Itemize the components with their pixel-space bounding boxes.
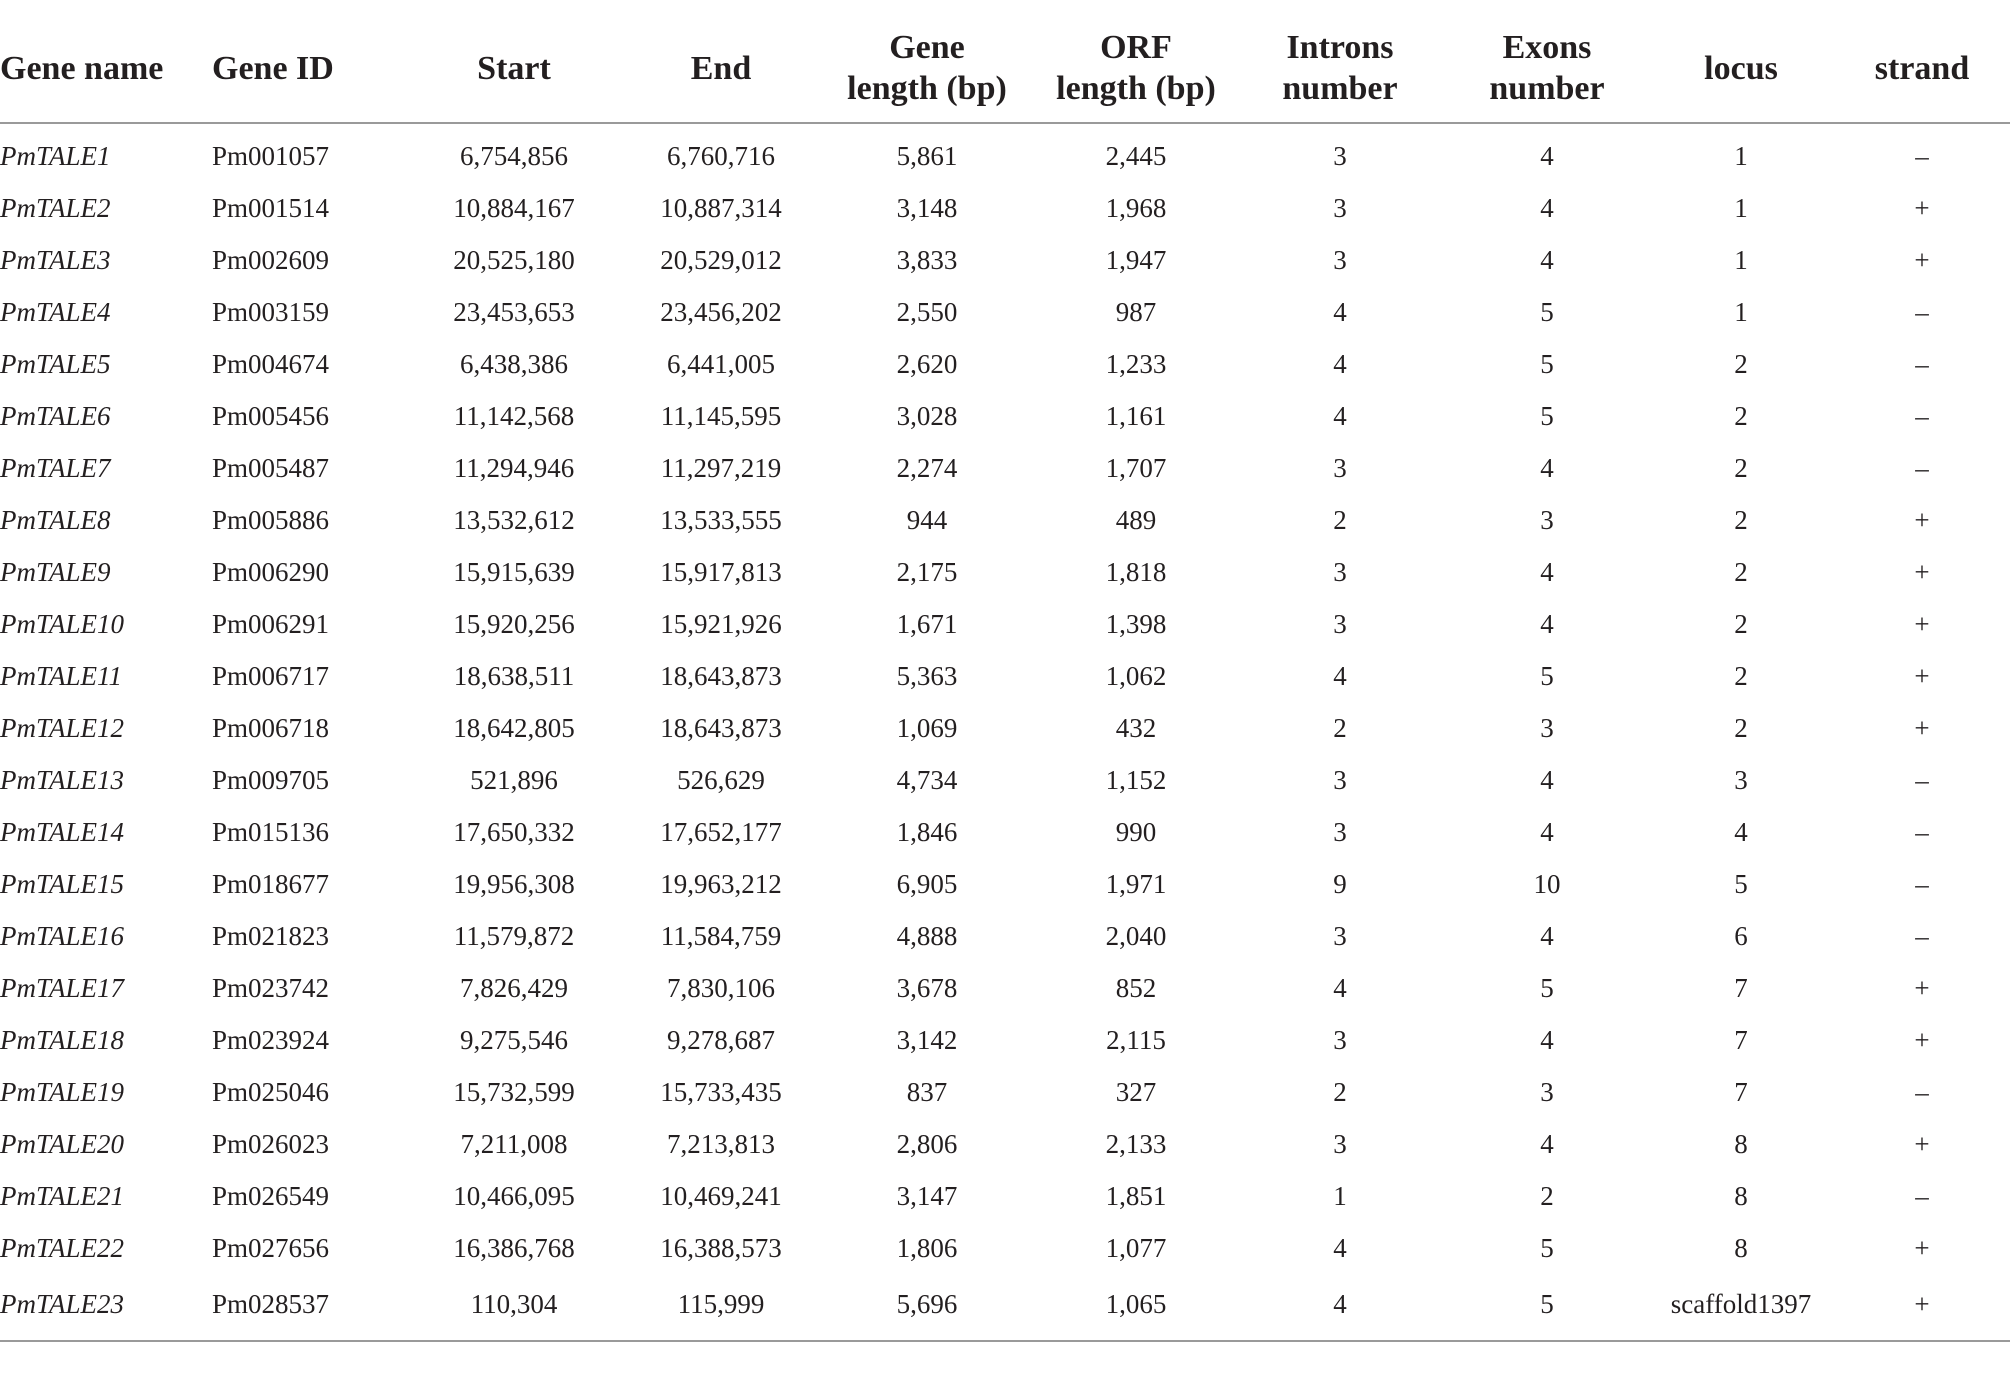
cell-gene-name: PmTALE20 [0, 1128, 125, 1159]
cell-end: 15,733,435 [660, 1076, 782, 1107]
table-row [0, 1066, 2010, 1118]
table-row [0, 1222, 2010, 1274]
table-row [0, 754, 2010, 806]
column-header-label: Gene name [0, 49, 164, 87]
table-row [0, 858, 2010, 910]
cell-exons-number: 5 [1540, 660, 1554, 691]
cell-orf-length: 2,445 [1105, 140, 1167, 171]
cell-locus: 7 [1734, 1076, 1748, 1107]
cell-gene-id: Pm025046 [212, 1076, 330, 1107]
cell-gene-name: PmTALE10 [0, 608, 125, 639]
cell-gene-length: 5,363 [896, 660, 958, 691]
cell-strand: + [1834, 1274, 2010, 1341]
cell-locus: 8 [1734, 1180, 1748, 1211]
cell-gene-id: Pm023924 [212, 1024, 330, 1055]
column-header-orf-length [1038, 14, 1234, 123]
cell-start: 16,386,768 [453, 1232, 575, 1263]
table-row [0, 338, 2010, 390]
cell-gene-length: 1,069 [896, 712, 958, 743]
cell-strand: – [1915, 1076, 1929, 1107]
column-header-label: Gene [889, 29, 965, 66]
cell-orf-length: 1,065 [1038, 1274, 1234, 1341]
cell-orf-length: 990 [1115, 816, 1157, 847]
table-header [0, 14, 2010, 123]
cell-start: 11,294,946 [453, 452, 575, 483]
cell-strand: – [1915, 296, 1929, 327]
cell-start: 19,956,308 [453, 868, 575, 899]
cell-locus: 1 [1734, 244, 1748, 275]
cell-end: 6,441,005 [667, 348, 775, 379]
cell-orf-length: 987 [1115, 296, 1157, 327]
table-row [0, 702, 2010, 754]
cell-introns-number: 3 [1333, 556, 1347, 587]
cell-end: 11,584,759 [660, 920, 782, 951]
table-body [0, 123, 2010, 1341]
cell-gene-length: 3,833 [896, 244, 958, 275]
column-header-label: locus [1704, 49, 1778, 87]
cell-gene-name: PmTALE8 [0, 504, 111, 535]
cell-strand: – [1915, 920, 1929, 951]
cell-gene-id: Pm005456 [212, 400, 330, 431]
cell-introns-number: 3 [1333, 244, 1347, 275]
cell-gene-id: Pm006291 [212, 608, 330, 639]
cell-introns-number: 4 [1234, 1274, 1446, 1341]
table-row [0, 494, 2010, 546]
cell-gene-id: Pm026023 [212, 1128, 330, 1159]
cell-end: 20,529,012 [660, 244, 782, 275]
column-header-gene-name [0, 14, 212, 123]
cell-introns-number: 3 [1333, 920, 1347, 951]
cell-gene-id: Pm015136 [212, 816, 330, 847]
cell-strand: + [1914, 1232, 1930, 1263]
cell-strand: – [1915, 764, 1929, 795]
cell-orf-length: 1,161 [1105, 400, 1167, 431]
table-row [0, 1274, 2010, 1341]
cell-exons-number: 4 [1540, 140, 1554, 171]
cell-orf-length: 1,152 [1105, 764, 1167, 795]
cell-strand: + [1914, 712, 1930, 743]
column-header-label: Exons [1502, 29, 1592, 66]
cell-strand: – [1915, 816, 1929, 847]
cell-gene-name: PmTALE9 [0, 556, 111, 587]
cell-gene-name: PmTALE4 [0, 296, 111, 327]
column-header-label: Gene ID [212, 49, 334, 87]
cell-end: 15,921,926 [660, 608, 782, 639]
cell-exons-number: 4 [1540, 556, 1554, 587]
cell-introns-number: 4 [1333, 348, 1347, 379]
cell-strand: + [1914, 244, 1930, 275]
cell-exons-number: 5 [1540, 400, 1554, 431]
cell-gene-name: PmTALE15 [0, 868, 125, 899]
cell-strand: + [1914, 1024, 1930, 1055]
cell-orf-length: 1,968 [1105, 192, 1167, 223]
table-row [0, 806, 2010, 858]
cell-locus: 2 [1734, 712, 1748, 743]
header-row [0, 14, 2010, 123]
cell-start: 20,525,180 [453, 244, 575, 275]
cell-end: 7,213,813 [667, 1128, 775, 1159]
cell-orf-length: 1,971 [1105, 868, 1167, 899]
cell-start: 17,650,332 [453, 816, 575, 847]
cell-exons-number: 5 [1540, 348, 1554, 379]
cell-gene-id: Pm018677 [212, 868, 330, 899]
cell-locus: 1 [1734, 192, 1748, 223]
cell-introns-number: 4 [1333, 1232, 1347, 1263]
cell-gene-name: PmTALE16 [0, 920, 125, 951]
cell-gene-id: Pm001514 [212, 192, 330, 223]
cell-exons-number: 5 [1540, 972, 1554, 1003]
cell-exons-number: 4 [1540, 816, 1554, 847]
cell-gene-id: Pm005886 [212, 504, 330, 535]
table-row [0, 286, 2010, 338]
cell-locus: scaffold1397 [1648, 1274, 1834, 1341]
cell-orf-length: 1,398 [1105, 608, 1167, 639]
cell-gene-length: 6,905 [896, 868, 958, 899]
cell-gene-length: 2,550 [896, 296, 958, 327]
cell-start: 521,896 [470, 764, 558, 795]
cell-gene-name: PmTALE11 [0, 660, 123, 691]
cell-gene-length: 837 [906, 1076, 948, 1107]
cell-orf-length: 1,077 [1105, 1232, 1167, 1263]
table-row [0, 123, 2010, 182]
cell-locus: 7 [1734, 972, 1748, 1003]
cell-orf-length: 2,040 [1105, 920, 1167, 951]
cell-orf-length: 489 [1115, 504, 1157, 535]
cell-start: 7,211,008 [460, 1128, 568, 1159]
cell-gene-length: 3,147 [896, 1180, 958, 1211]
cell-orf-length: 1,233 [1105, 348, 1167, 379]
cell-gene-id: Pm006290 [212, 556, 330, 587]
cell-end: 13,533,555 [660, 504, 782, 535]
cell-end: 10,887,314 [660, 192, 782, 223]
cell-exons-number: 5 [1446, 1274, 1648, 1341]
cell-start: 10,884,167 [453, 192, 575, 223]
table-row [0, 650, 2010, 702]
cell-start: 18,638,511 [453, 660, 575, 691]
cell-orf-length: 1,062 [1105, 660, 1167, 691]
cell-orf-length: 432 [1115, 712, 1157, 743]
cell-start: 11,579,872 [453, 920, 575, 951]
column-header-gene-id [212, 14, 402, 123]
cell-end: 17,652,177 [660, 816, 782, 847]
cell-introns-number: 4 [1333, 296, 1347, 327]
cell-end: 115,999 [626, 1274, 816, 1341]
cell-gene-length: 2,620 [896, 348, 958, 379]
table-row [0, 1118, 2010, 1170]
cell-gene-length: 4,734 [896, 764, 958, 795]
cell-start: 15,732,599 [453, 1076, 575, 1107]
cell-locus: 2 [1734, 348, 1748, 379]
cell-gene-length: 1,806 [896, 1232, 958, 1263]
cell-start: 13,532,612 [453, 504, 575, 535]
cell-orf-length: 2,133 [1105, 1128, 1167, 1159]
cell-end: 7,830,106 [667, 972, 775, 1003]
cell-exons-number: 3 [1540, 712, 1554, 743]
cell-introns-number: 4 [1333, 400, 1347, 431]
cell-locus: 3 [1734, 764, 1748, 795]
cell-gene-id: Pm005487 [212, 452, 330, 483]
cell-start: 6,754,856 [460, 140, 568, 171]
cell-start: 11,142,568 [453, 400, 575, 431]
table-row [0, 546, 2010, 598]
column-header-strand [1834, 14, 2010, 123]
cell-orf-length: 2,115 [1106, 1024, 1166, 1055]
column-header-label: End [690, 49, 752, 87]
cell-gene-name: PmTALE3 [0, 244, 111, 275]
cell-gene-name: PmTALE21 [0, 1180, 125, 1211]
cell-gene-length: 3,028 [896, 400, 958, 431]
cell-gene-length: 3,678 [896, 972, 958, 1003]
cell-introns-number: 3 [1333, 192, 1347, 223]
cell-introns-number: 3 [1333, 140, 1347, 171]
table-row [0, 1014, 2010, 1066]
column-header-label: strand [1874, 49, 1970, 87]
cell-gene-id: Pm006717 [212, 660, 330, 691]
cell-orf-length: 1,818 [1105, 556, 1167, 587]
cell-exons-number: 4 [1540, 608, 1554, 639]
cell-strand: + [1914, 608, 1930, 639]
cell-gene-name: PmTALE17 [0, 972, 125, 1003]
cell-gene-id: Pm027656 [212, 1232, 330, 1263]
cell-locus: 6 [1734, 920, 1748, 951]
cell-locus: 2 [1734, 504, 1748, 535]
cell-gene-length: 2,806 [896, 1128, 958, 1159]
cell-gene-id: Pm004674 [212, 348, 330, 379]
cell-gene-name: PmTALE6 [0, 400, 111, 431]
cell-end: 18,643,873 [660, 660, 782, 691]
cell-introns-number: 4 [1333, 972, 1347, 1003]
cell-gene-id: Pm001057 [212, 140, 330, 171]
cell-gene-id: Pm003159 [212, 296, 330, 327]
cell-end: 10,469,241 [660, 1180, 782, 1211]
cell-exons-number: 3 [1540, 1076, 1554, 1107]
cell-gene-name: PmTALE23 [0, 1274, 212, 1341]
cell-strand: + [1914, 1128, 1930, 1159]
column-header-label: ORF [1100, 29, 1172, 66]
column-header-exons-number [1446, 14, 1648, 123]
cell-gene-id: Pm002609 [212, 244, 330, 275]
cell-end: 16,388,573 [660, 1232, 782, 1263]
cell-strand: + [1914, 556, 1930, 587]
column-header-label: length (bp) [847, 70, 1007, 107]
cell-gene-name: PmTALE12 [0, 712, 125, 743]
cell-gene-name: PmTALE22 [0, 1232, 125, 1263]
cell-orf-length: 1,707 [1105, 452, 1167, 483]
cell-orf-length: 852 [1115, 972, 1157, 1003]
cell-locus: 1 [1734, 296, 1748, 327]
table-row [0, 390, 2010, 442]
column-header-label: Introns [1286, 29, 1394, 66]
cell-exons-number: 3 [1540, 504, 1554, 535]
cell-introns-number: 2 [1333, 504, 1347, 535]
cell-locus: 4 [1734, 816, 1748, 847]
cell-gene-length: 1,846 [896, 816, 958, 847]
cell-locus: 8 [1734, 1128, 1748, 1159]
cell-end: 19,963,212 [660, 868, 782, 899]
cell-end: 526,629 [677, 764, 765, 795]
cell-start: 18,642,805 [453, 712, 575, 743]
cell-gene-id: Pm006718 [212, 712, 330, 743]
cell-gene-name: PmTALE18 [0, 1024, 125, 1055]
cell-strand: – [1915, 348, 1929, 379]
cell-strand: + [1914, 192, 1930, 223]
cell-locus: 2 [1734, 400, 1748, 431]
gene-table [0, 14, 2010, 1342]
cell-start: 6,438,386 [460, 348, 568, 379]
cell-strand: – [1915, 1180, 1929, 1211]
cell-introns-number: 3 [1333, 1128, 1347, 1159]
cell-gene-name: PmTALE13 [0, 764, 125, 795]
cell-orf-length: 1,851 [1105, 1180, 1167, 1211]
table-row [0, 442, 2010, 494]
cell-exons-number: 4 [1540, 192, 1554, 223]
cell-end: 9,278,687 [667, 1024, 775, 1055]
cell-locus: 8 [1734, 1232, 1748, 1263]
table-row [0, 598, 2010, 650]
cell-exons-number: 4 [1540, 244, 1554, 275]
cell-exons-number: 4 [1540, 764, 1554, 795]
cell-gene-length: 2,175 [896, 556, 958, 587]
cell-gene-id: Pm028537 [212, 1274, 402, 1341]
cell-gene-id: Pm021823 [212, 920, 330, 951]
column-header-label: length (bp) [1056, 70, 1216, 107]
cell-gene-length: 2,274 [896, 452, 958, 483]
cell-introns-number: 3 [1333, 452, 1347, 483]
column-header-label: number [1282, 70, 1398, 107]
cell-start: 10,466,095 [453, 1180, 575, 1211]
cell-start: 15,920,256 [453, 608, 575, 639]
cell-introns-number: 2 [1333, 712, 1347, 743]
column-header-end [626, 14, 816, 123]
cell-strand: + [1914, 972, 1930, 1003]
cell-orf-length: 327 [1115, 1076, 1157, 1107]
cell-introns-number: 9 [1333, 868, 1347, 899]
cell-introns-number: 3 [1333, 1024, 1347, 1055]
table-row [0, 910, 2010, 962]
cell-orf-length: 1,947 [1105, 244, 1167, 275]
cell-gene-name: PmTALE7 [0, 452, 111, 483]
cell-exons-number: 4 [1540, 1024, 1554, 1055]
column-header-start [402, 14, 626, 123]
cell-end: 15,917,813 [660, 556, 782, 587]
column-header-label: Start [477, 49, 551, 87]
cell-introns-number: 1 [1333, 1180, 1347, 1211]
cell-end: 11,145,595 [660, 400, 782, 431]
cell-introns-number: 3 [1333, 764, 1347, 795]
cell-gene-id: Pm023742 [212, 972, 330, 1003]
table-row [0, 182, 2010, 234]
cell-gene-name: PmTALE14 [0, 816, 125, 847]
cell-introns-number: 3 [1333, 816, 1347, 847]
cell-introns-number: 2 [1333, 1076, 1347, 1107]
cell-introns-number: 3 [1333, 608, 1347, 639]
cell-start: 23,453,653 [453, 296, 575, 327]
table-row [0, 962, 2010, 1014]
cell-locus: 2 [1734, 608, 1748, 639]
cell-gene-length: 4,888 [896, 920, 958, 951]
cell-exons-number: 2 [1540, 1180, 1554, 1211]
cell-gene-length: 3,148 [896, 192, 958, 223]
cell-exons-number: 5 [1540, 296, 1554, 327]
cell-gene-length: 1,671 [896, 608, 958, 639]
cell-exons-number: 10 [1533, 868, 1561, 899]
cell-end: 23,456,202 [660, 296, 782, 327]
cell-gene-id: Pm026549 [212, 1180, 330, 1211]
cell-end: 18,643,873 [660, 712, 782, 743]
column-header-introns-number [1234, 14, 1446, 123]
cell-start: 110,304 [402, 1274, 626, 1341]
table-row [0, 1170, 2010, 1222]
cell-locus: 2 [1734, 660, 1748, 691]
column-header-gene-length [816, 14, 1038, 123]
cell-end: 6,760,716 [667, 140, 775, 171]
cell-strand: – [1915, 452, 1929, 483]
cell-gene-length: 944 [906, 504, 948, 535]
cell-strand: + [1914, 504, 1930, 535]
cell-locus: 5 [1734, 868, 1748, 899]
cell-locus: 1 [1734, 140, 1748, 171]
cell-exons-number: 4 [1540, 452, 1554, 483]
cell-gene-length: 3,142 [896, 1024, 958, 1055]
cell-gene-id: Pm009705 [212, 764, 330, 795]
column-header-locus [1648, 14, 1834, 123]
cell-strand: + [1914, 660, 1930, 691]
cell-strand: – [1915, 400, 1929, 431]
cell-exons-number: 4 [1540, 1128, 1554, 1159]
cell-locus: 2 [1734, 556, 1748, 587]
cell-locus: 7 [1734, 1024, 1748, 1055]
cell-start: 7,826,429 [460, 972, 568, 1003]
cell-exons-number: 4 [1540, 920, 1554, 951]
cell-gene-length: 5,861 [896, 140, 958, 171]
cell-strand: – [1915, 140, 1929, 171]
cell-end: 11,297,219 [660, 452, 782, 483]
cell-gene-name: PmTALE1 [0, 140, 111, 171]
cell-gene-name: PmTALE5 [0, 348, 111, 379]
column-header-label: number [1489, 70, 1605, 107]
cell-start: 9,275,546 [460, 1024, 568, 1055]
cell-locus: 2 [1734, 452, 1748, 483]
cell-gene-name: PmTALE2 [0, 192, 111, 223]
cell-gene-length: 5,696 [816, 1274, 1038, 1341]
cell-introns-number: 4 [1333, 660, 1347, 691]
cell-exons-number: 5 [1540, 1232, 1554, 1263]
cell-strand: – [1915, 868, 1929, 899]
table-row [0, 234, 2010, 286]
cell-start: 15,915,639 [453, 556, 575, 587]
cell-gene-name: PmTALE19 [0, 1076, 125, 1107]
